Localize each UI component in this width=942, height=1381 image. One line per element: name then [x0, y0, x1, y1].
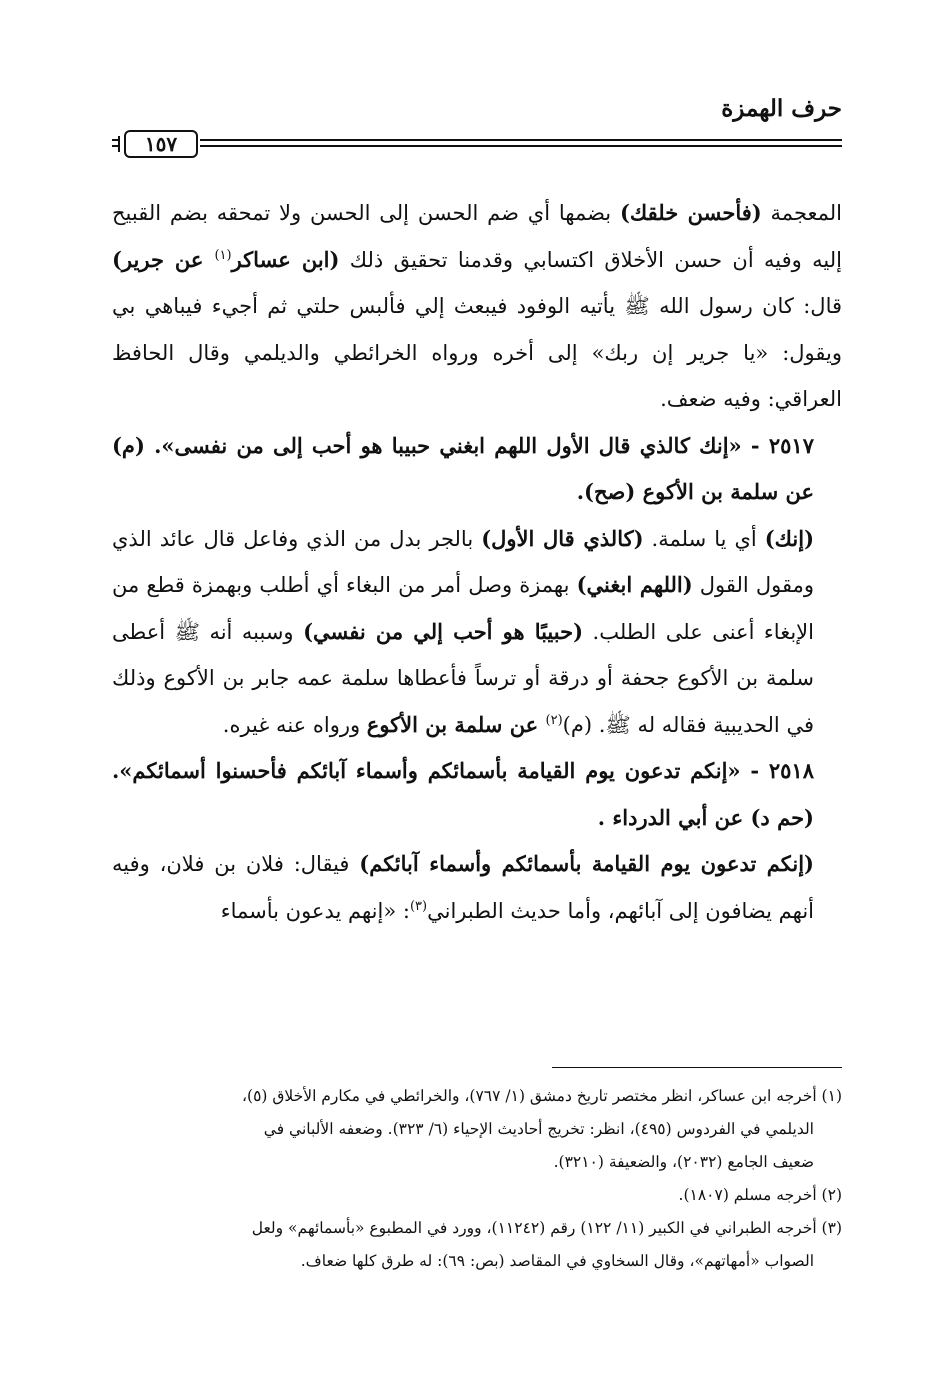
source-citation: عن سلمة بن الأكوع — [366, 711, 546, 737]
source-citation: عن جرير) — [112, 246, 215, 272]
page-number: ١٥٧ — [124, 130, 198, 158]
text-segment: بالجر بدل من الذي وفاعل قال عائد الذي ومقول القول — [112, 526, 814, 597]
text-segment: ورواه عنه غيره. — [222, 712, 367, 737]
header-double-line — [200, 139, 842, 147]
text-segment: أي يا سلمة. — [643, 526, 765, 551]
text-segment: المعجمة — [761, 201, 842, 225]
footnote-1-line-3: ضعيف الجامع (٢٠٣٢)، والضعيفة (٣٢١٠). — [553, 1153, 814, 1171]
quoted-phrase: (كالذي قال الأول) — [481, 525, 644, 551]
text-segment: فيقال: فلان بن فلان، وفيه أنهم يضافون إلى آبائهم، وأما حديث الطبراني — [112, 852, 814, 923]
text-segment: قال: كان رسول الله ﷺ يأتيه الوفود فيبعث إلي فألبس حلتي ثم أجيء فيباهي بي ويقول: «يا جرير إن ربك» إلى أخره ورواه الخرائطي والديلمي وقال الحافظ العراقي: وفيه ضعف. — [112, 294, 842, 411]
footnote-separator — [552, 1067, 842, 1068]
text-segment: بضمها أي ضم الحسن إلى الحسن ولا تمحقه بضم القبيح إليه وفيه أن حسن الأخلاق اكتسابي وقدمنا تحقيق ذلك — [112, 201, 842, 272]
footnote-2: (٢) أخرجه مسلم (١٨٠٧). — [678, 1186, 842, 1204]
text-segment: بهمزة وصل أمر من البغاء أي أطلب وبهمزة قطع من الإبغاء أعنى على الطلب. — [112, 573, 814, 644]
commentary-paragraph-1 — [112, 190, 842, 423]
commentary-paragraph-3 — [112, 841, 842, 934]
footnote-3-line-2: الصواب «أمهاتهم»، وقال السخاوي في المقاصد (بص: ٦٩): له طرق كلها ضعاف. — [300, 1252, 814, 1270]
source-citation: (ابن عساكر — [231, 246, 340, 272]
text-segment: وسببه أنه ﷺ أعطى سلمة بن الأكوع جحفة أو درقة أو ترساً فأعطاها سلمة عمه جابر بن الأكوع وذلك في الحديبية فقاله له ﷺ. (م) — [112, 619, 814, 737]
footnotes — [112, 1080, 842, 1278]
footnote-1-line-1: (١) أخرجه ابن عساكر، انظر مختصر تاريخ دمشق (١/ ٧٦٧)، والخرائطي في مكارم الأخلاق (٥)، — [242, 1087, 842, 1105]
footnote-ref-2[interactable]: (٢) — [545, 712, 563, 728]
footnote-ref-1[interactable]: (١) — [214, 247, 232, 263]
hadith-text: ٢٥١٨ - «إنكم تدعون يوم القيامة بأسمائكم وأسماء آبائكم فأحسنوا أسمائكم». (حم د) عن أبي الدرداء . — [112, 758, 814, 830]
hadith-2518 — [112, 748, 842, 841]
text-segment: : «إنهم يدعون بأسماء — [220, 898, 410, 923]
quoted-phrase: (إنكم تدعون يوم القيامة بأسمائكم وأسماء آبائكم) — [359, 851, 814, 876]
main-text — [112, 190, 842, 934]
footnote-ref-3[interactable]: (٣) — [409, 898, 428, 914]
quoted-phrase: (حبيبًا هو أحب إلي من نفسي) — [303, 618, 584, 644]
footnote-1-line-2: الديلمي في الفردوس (٤٩٥)، انظر: تخريج أحاديث الإحياء (٦/ ٣٢٣). وضعفه الألباني في — [263, 1120, 814, 1138]
footnote-3-line-1: (٣) أخرجه الطبراني في الكبير (١١/ ١٢٢) رقم (١١٢٤٢)، وورد في المطبوع «بأسمائهم» ولعل — [251, 1219, 842, 1237]
hadith-text: ٢٥١٧ - «إنك كالذي قال الأول اللهم ابغني حبيبا هو أحب إلى من نفسى». (م) عن سلمة بن الأكوع (صح). — [112, 432, 814, 504]
running-title: حرف الهمزة — [721, 95, 842, 122]
quoted-phrase: (إنك) — [764, 525, 814, 551]
hadith-2517 — [112, 423, 842, 516]
quoted-phrase: (اللهم ابغني) — [576, 572, 693, 597]
header-rule — [112, 130, 842, 158]
quoted-phrase: (فأحسن خلقك) — [619, 200, 762, 225]
commentary-paragraph-2 — [112, 516, 842, 749]
